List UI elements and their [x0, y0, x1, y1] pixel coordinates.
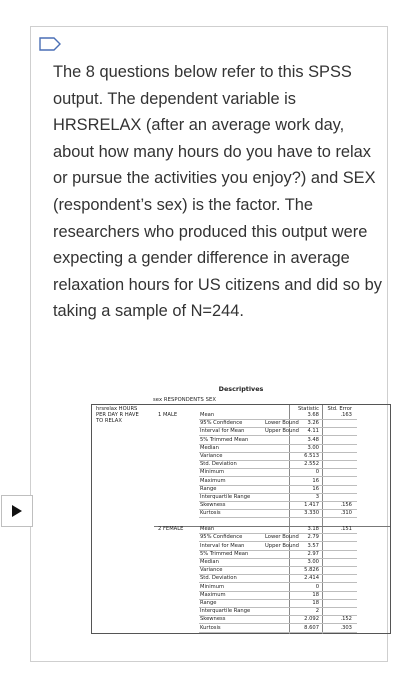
- statistic-value: 3.57: [307, 542, 319, 549]
- row-divider: [199, 444, 357, 445]
- bound-label: Lower Bound: [265, 534, 299, 541]
- stat-label: Mean: [200, 526, 215, 533]
- spss-output-table: [91, 385, 391, 635]
- play-button[interactable]: [1, 495, 33, 527]
- statistic-value: 5.826: [304, 567, 319, 574]
- row-divider: [199, 566, 357, 567]
- stat-label: 5% Trimmed Mean: [200, 550, 249, 557]
- statistic-value: 3.68: [307, 412, 319, 418]
- statistic-value: 3.48: [307, 436, 319, 443]
- factor-header: sex RESPONDENTS SEX: [153, 397, 217, 403]
- dep-var-line-3: TO RELAX: [96, 418, 122, 424]
- statistic-value: 18: [312, 591, 319, 598]
- stat-label: Std. Deviation: [200, 575, 237, 582]
- statistic-value: 3.330: [304, 510, 319, 517]
- row-divider: [199, 485, 357, 486]
- stat-label: Kurtosis: [200, 624, 221, 631]
- stat-label: Interquartile Range: [200, 608, 251, 615]
- row-divider: [199, 452, 357, 453]
- statistic-value: 2.97: [307, 550, 319, 557]
- stat-label: 95% Confidence: [200, 534, 243, 541]
- statistic-value: 2.092: [304, 616, 319, 623]
- stat-label: Median: [200, 444, 219, 451]
- stat-label: Maximum: [200, 477, 226, 484]
- stat-label: Minimum: [200, 583, 225, 590]
- row-divider: [199, 632, 357, 633]
- statistic-value: 2.414: [304, 575, 319, 582]
- statistic-value: 3.18: [307, 526, 319, 533]
- statistic-value: 3.00: [307, 444, 319, 451]
- statistic-value: 3: [315, 494, 319, 500]
- dep-var-line-1: hrsrelax HOURS: [96, 406, 138, 412]
- statistic-value: 4.11: [307, 428, 319, 435]
- std-error-value: .163: [340, 412, 352, 418]
- statistic-value: 2: [315, 608, 319, 615]
- err-header: Std. Error: [327, 406, 352, 412]
- std-error-value: .156: [340, 502, 352, 509]
- stat-label: Mean: [200, 412, 215, 418]
- stat-label: Minimum: [200, 469, 225, 476]
- stat-label: Interval for Mean: [200, 542, 245, 549]
- bound-label: Lower Bound: [265, 420, 299, 427]
- stat-label: 5% Trimmed Mean: [200, 436, 249, 443]
- stat-label: Maximum: [200, 591, 226, 598]
- dep-var-line-2: PER DAY R HAVE: [96, 412, 139, 418]
- statistic-value: 18: [312, 599, 319, 606]
- statistic-value: 2.552: [304, 461, 319, 468]
- play-icon: [12, 505, 22, 517]
- stat-label: Kurtosis: [200, 510, 221, 517]
- question-text: The 8 questions below refer to this SPSS output. The dependent variable is HRSRELAX (after an average work day, about how many hours do you have to relax or pursue the activities you enjoy?) and SEX (respondent’s sex) is the factor. The researchers who produced this output were expecting a gender difference in average relaxation hours for US citizens and did so by taking a sample of N=244.: [53, 63, 382, 321]
- row-divider: [199, 599, 357, 600]
- std-error-value: .310: [340, 510, 352, 517]
- stat-label: Variance: [200, 453, 223, 459]
- stat-label: Skewness: [200, 502, 226, 509]
- statistic-value: 16: [312, 477, 319, 484]
- statistic-value: 3.26: [307, 420, 319, 427]
- stat-label: Median: [200, 558, 219, 565]
- std-error-value: .152: [340, 616, 352, 623]
- stat-label: 95% Confidence: [200, 420, 243, 427]
- group-label: 1 MALE: [158, 412, 178, 418]
- descriptives-table: [91, 404, 391, 634]
- bound-label: Upper Bound: [265, 428, 299, 435]
- statistic-value: 0: [315, 583, 319, 590]
- statistic-value: 2.79: [307, 534, 319, 541]
- stat-label: Variance: [200, 567, 223, 574]
- bookmark-tag-icon[interactable]: [39, 37, 61, 51]
- stat-label: Std. Deviation: [200, 461, 237, 468]
- statistic-value: 8.607: [304, 624, 319, 631]
- std-error-value: .151: [340, 526, 352, 533]
- group-separator: [154, 526, 390, 527]
- row-divider: [199, 517, 357, 518]
- std-error-value: .303: [340, 624, 352, 631]
- stat-label: Skewness: [200, 616, 226, 623]
- statistic-value: 3.00: [307, 558, 319, 565]
- stat-label: Interquartile Range: [200, 494, 251, 500]
- group-label: 2 FEMALE: [158, 526, 184, 533]
- dependent-variable-label: [96, 406, 156, 424]
- stat-label: Interval for Mean: [200, 428, 245, 435]
- stat-label: Range: [200, 599, 217, 606]
- statistic-value: 1.417: [304, 502, 319, 509]
- statistic-value: 6.513: [304, 453, 319, 459]
- bound-label: Upper Bound: [265, 542, 299, 549]
- statistic-value: 0: [315, 469, 319, 476]
- statistic-value: 16: [312, 485, 319, 492]
- row-divider: [199, 558, 357, 559]
- stat-header: Statistic: [297, 406, 319, 412]
- spss-title: Descriptives: [218, 385, 264, 393]
- question-card: [30, 26, 388, 662]
- stat-label: Range: [200, 485, 217, 492]
